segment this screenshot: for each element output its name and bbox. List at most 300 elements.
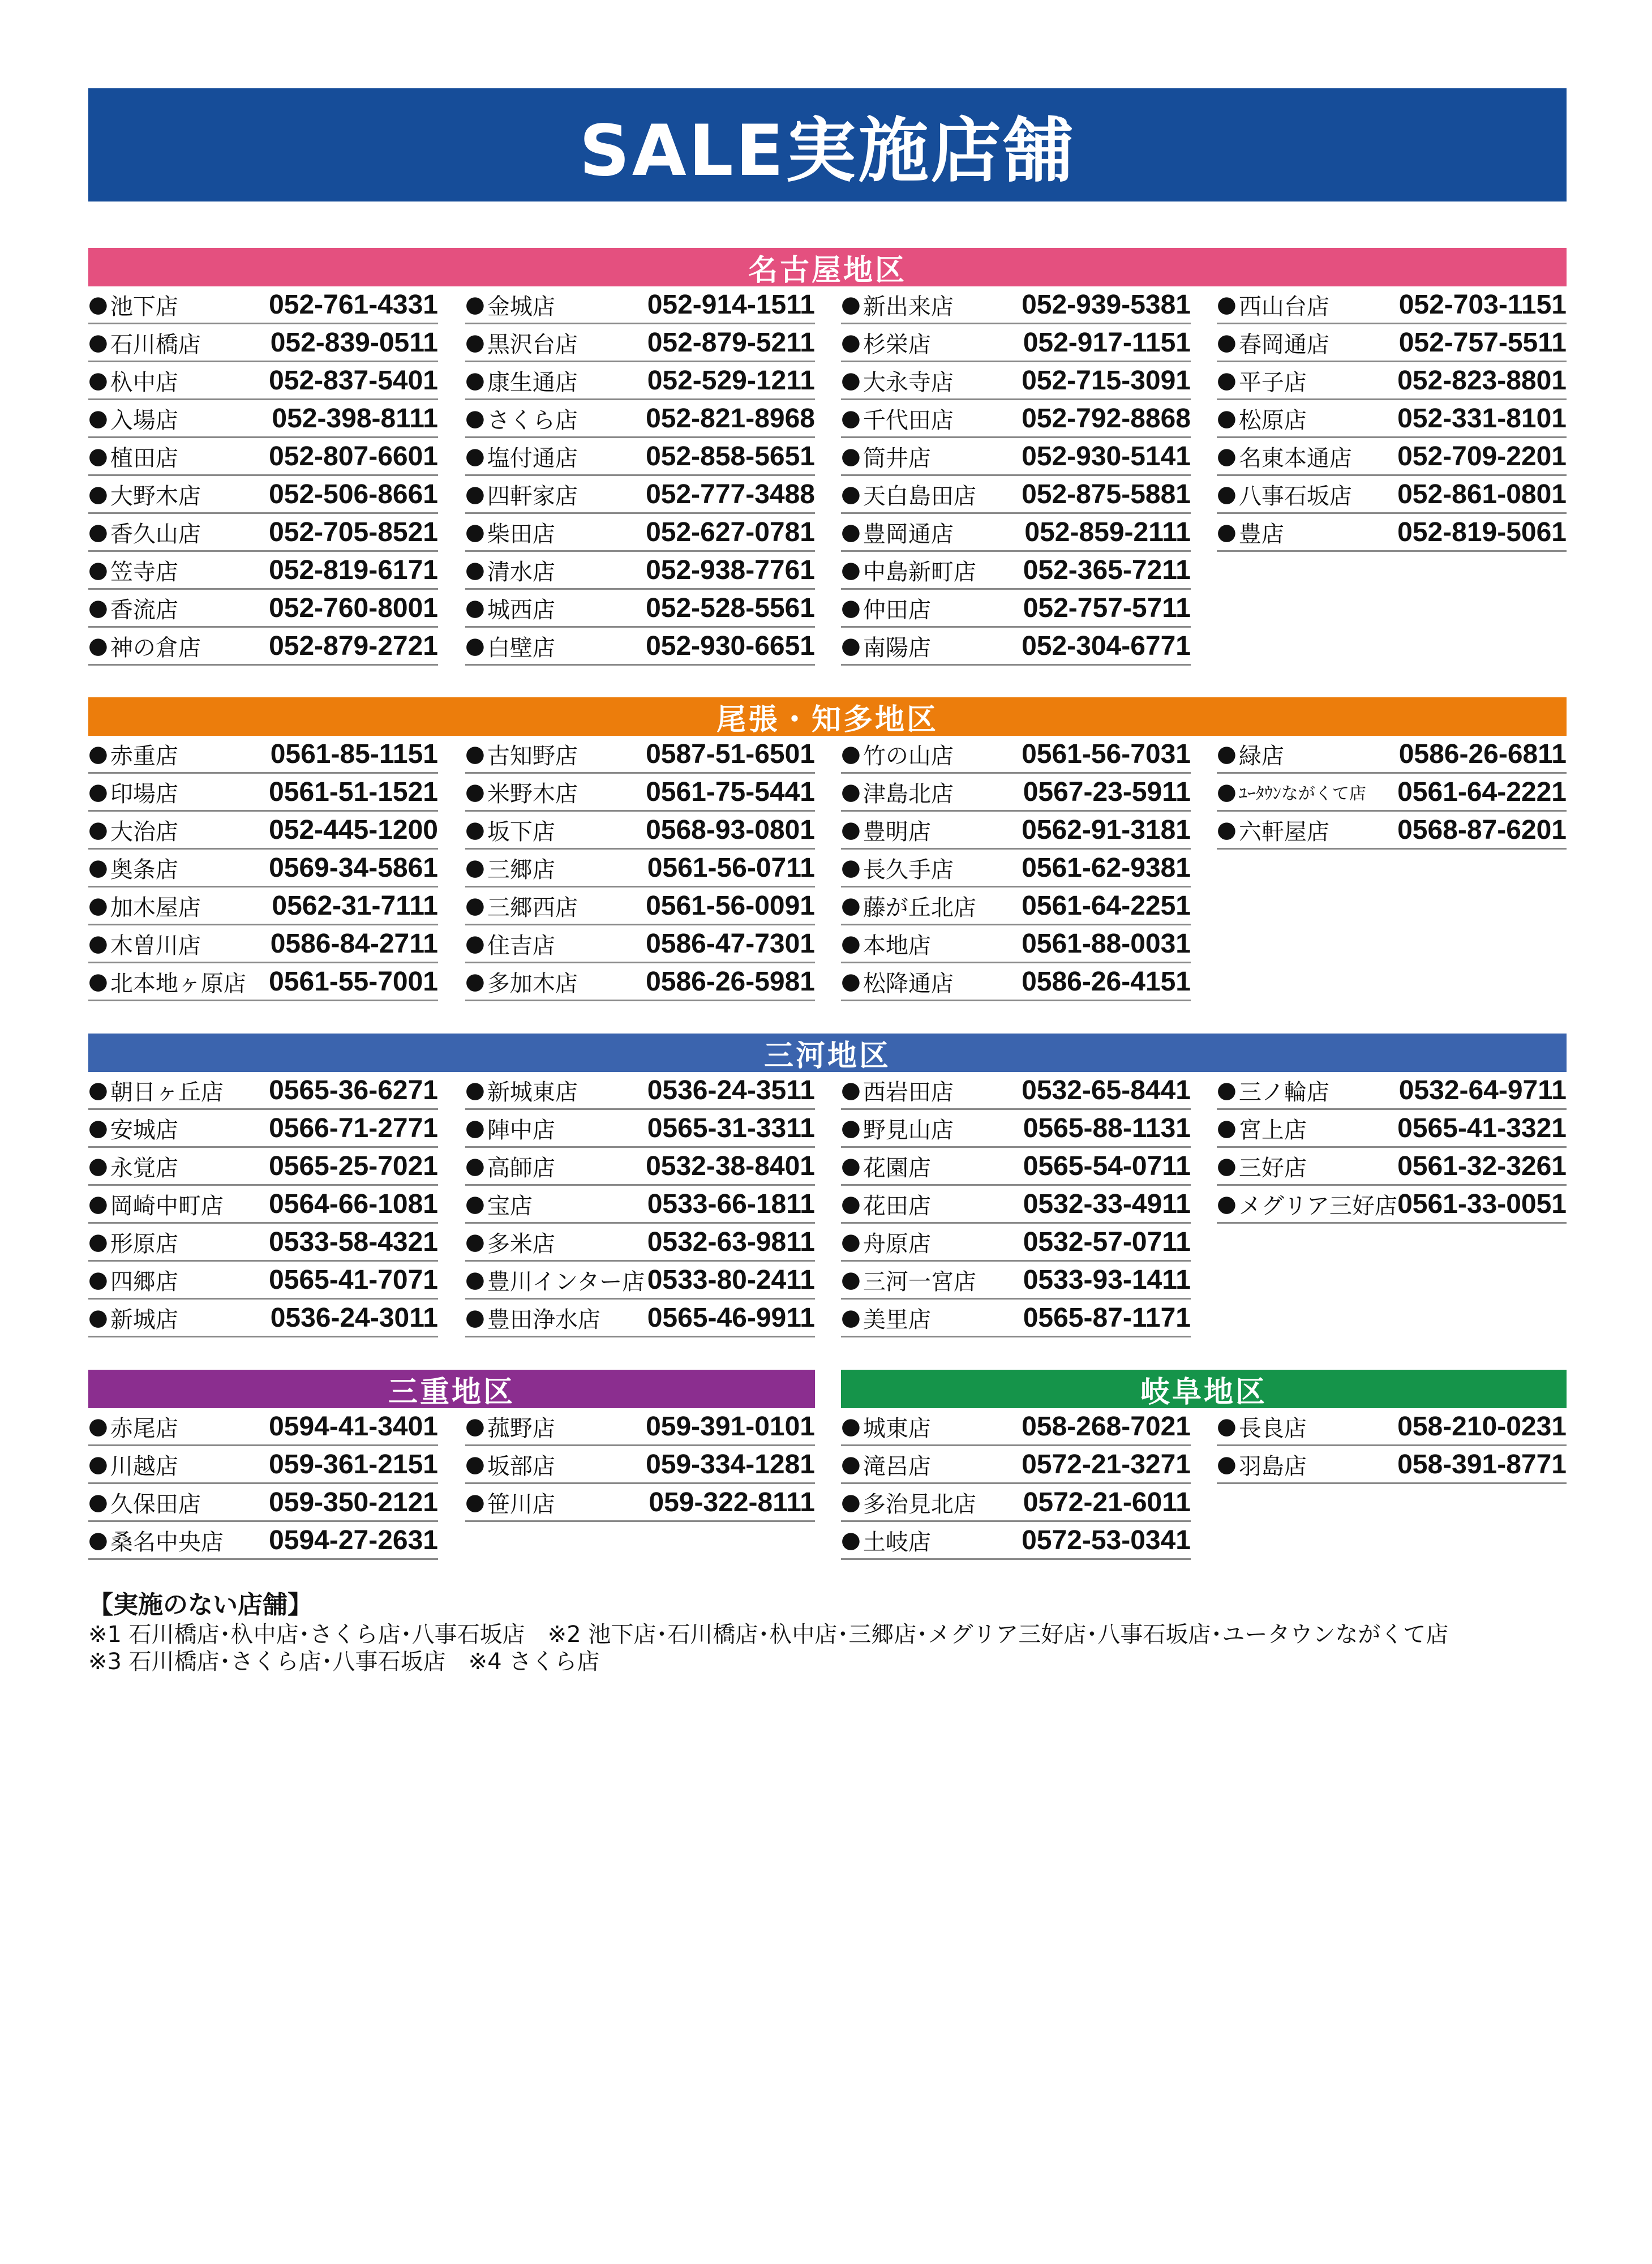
store-phone: 0572-53-0341 <box>1022 1525 1191 1555</box>
store-phone: 0561-56-0091 <box>646 890 815 921</box>
store-name <box>841 1448 931 1481</box>
store-name <box>88 327 201 359</box>
store-row <box>465 850 815 887</box>
store-row <box>88 925 438 963</box>
store-name-text: 西岩田店 <box>863 1079 954 1105</box>
bullet-icon: ● <box>88 855 108 881</box>
store-name-text: 清水店 <box>487 559 555 585</box>
store-name <box>465 289 555 321</box>
store-row <box>841 812 1191 850</box>
store-row <box>841 1446 1191 1484</box>
store-name <box>465 966 578 998</box>
store-name-text: 花園店 <box>863 1155 931 1181</box>
store-name <box>465 776 578 808</box>
store-phone: 052-304-6771 <box>1022 631 1191 661</box>
bullet-icon: ● <box>88 367 108 393</box>
store-name-text: 三郷店 <box>487 856 555 883</box>
store-name <box>465 1410 555 1443</box>
store-name <box>465 516 555 548</box>
store-name <box>841 1264 976 1296</box>
bullet-icon: ● <box>465 1153 485 1179</box>
bullet-icon: ● <box>465 1229 485 1255</box>
store-phone: 0568-93-0801 <box>646 814 815 845</box>
store-column <box>465 1072 815 1337</box>
store-phone: 0566-71-2771 <box>269 1113 438 1143</box>
store-name <box>465 478 578 511</box>
store-row <box>465 887 815 925</box>
store-name-text: 豊川インター店 <box>487 1268 645 1295</box>
store-name-text: ﾕｰﾀｳﾝながくて店 <box>1238 784 1366 804</box>
store-name <box>841 289 954 321</box>
store-row <box>88 1446 438 1484</box>
store-phone: 0532-64-9711 <box>1398 1075 1567 1105</box>
store-name-text: 城東店 <box>863 1415 931 1442</box>
store-name <box>841 516 954 548</box>
store-name <box>88 1524 224 1556</box>
region-title: 尾張・知多地区 <box>716 702 938 737</box>
bullet-icon: ● <box>465 557 485 583</box>
store-name-text: 野見山店 <box>863 1117 954 1143</box>
bullet-icon: ● <box>465 1489 485 1515</box>
store-phone: 0561-55-7001 <box>269 966 438 997</box>
store-row <box>465 324 815 362</box>
bullet-icon: ● <box>841 855 861 881</box>
store-row <box>465 925 815 963</box>
store-name-text: 八事石坂店 <box>1238 483 1352 509</box>
store-name <box>841 478 976 511</box>
store-row <box>465 476 815 514</box>
notes-line: ※1 石川橋店･杁中店･さくら店･八事石坂店 ※2 池下店･石川橋店･杁中店･三郷店･メグリア三好店･八事石坂店･ユータウンながくて店 <box>88 1622 1449 1648</box>
store-row <box>465 1224 815 1262</box>
store-phone: 0532-57-0711 <box>1023 1227 1191 1257</box>
store-row <box>88 1186 438 1224</box>
store-phone: 058-210-0231 <box>1397 1411 1567 1442</box>
store-phone: 052-837-5401 <box>269 365 438 396</box>
bullet-icon: ● <box>1217 1451 1237 1477</box>
bullet-icon: ● <box>88 1153 108 1179</box>
store-name-text: 形原店 <box>110 1230 178 1257</box>
store-name-text: 大野木店 <box>110 483 201 509</box>
store-row <box>1217 476 1567 514</box>
store-name-text: 赤重店 <box>110 743 178 769</box>
bullet-icon: ● <box>841 291 861 318</box>
store-name <box>465 738 578 770</box>
store-name-text: 坂下店 <box>487 818 555 845</box>
store-row <box>841 628 1191 666</box>
store-phone: 0586-84-2711 <box>270 928 438 959</box>
store-name <box>88 365 178 397</box>
store-row <box>88 774 438 812</box>
store-name-text: 三郷西店 <box>487 894 578 921</box>
bullet-icon: ● <box>88 481 108 507</box>
store-row <box>841 400 1191 438</box>
store-name-text: 三ノ輪店 <box>1238 1079 1329 1105</box>
store-name <box>841 1410 931 1443</box>
store-column <box>1217 1072 1567 1224</box>
store-row <box>88 286 438 324</box>
store-name <box>465 365 578 397</box>
store-name <box>841 554 976 586</box>
store-phone: 0565-54-0711 <box>1023 1151 1191 1181</box>
store-phone: 052-879-5211 <box>647 327 815 358</box>
bullet-icon: ● <box>465 1451 485 1477</box>
store-name <box>841 1188 931 1220</box>
store-name <box>841 890 976 922</box>
store-column <box>841 1408 1191 1560</box>
store-row <box>1217 1110 1567 1148</box>
bullet-icon: ● <box>1217 405 1237 431</box>
store-name-text: 岡崎中町店 <box>110 1193 224 1219</box>
store-name-text: 宝店 <box>487 1193 533 1219</box>
store-name <box>841 630 931 662</box>
store-name <box>465 592 555 624</box>
store-name <box>465 440 578 473</box>
store-phone: 0565-87-1171 <box>1023 1302 1191 1333</box>
store-row <box>841 362 1191 400</box>
store-phone: 0561-56-0711 <box>647 852 815 883</box>
store-name-text: 陣中店 <box>487 1117 555 1143</box>
store-row <box>465 590 815 628</box>
store-phone: 052-705-8521 <box>269 517 438 547</box>
store-phone: 052-529-1211 <box>647 365 815 396</box>
bullet-icon: ● <box>841 1527 861 1553</box>
store-phone: 0561-32-3261 <box>1397 1151 1567 1181</box>
store-name-text: 印場店 <box>110 781 178 807</box>
bullet-icon: ● <box>465 855 485 881</box>
store-name <box>841 1226 931 1258</box>
store-column <box>1217 1408 1567 1484</box>
store-name <box>841 814 931 846</box>
store-name-text: 奥条店 <box>110 856 178 883</box>
store-name-text: 笠寺店 <box>110 559 178 585</box>
store-name-text: 杉栄店 <box>863 331 931 358</box>
bullet-icon: ● <box>88 1115 108 1141</box>
store-row <box>465 1072 815 1110</box>
store-phone: 0564-66-1081 <box>269 1189 438 1219</box>
store-row <box>841 286 1191 324</box>
store-row <box>88 850 438 887</box>
store-row <box>88 1522 438 1560</box>
store-row <box>1217 1148 1567 1186</box>
store-row <box>841 1186 1191 1224</box>
store-name <box>88 1302 178 1334</box>
bullet-icon: ● <box>88 1267 108 1293</box>
bullet-icon: ● <box>841 817 861 843</box>
store-name-text: 米野木店 <box>487 781 578 807</box>
store-row <box>88 1072 438 1110</box>
store-name <box>1217 1410 1307 1443</box>
bullet-icon: ● <box>1217 1153 1237 1179</box>
store-phone: 052-823-8801 <box>1397 365 1567 396</box>
store-phone: 0567-23-5911 <box>1023 777 1191 807</box>
bullet-icon: ● <box>88 741 108 767</box>
store-phone: 0536-24-3511 <box>647 1075 815 1105</box>
store-row <box>841 1224 1191 1262</box>
store-row <box>465 514 815 552</box>
store-phone: 0572-21-3271 <box>1022 1449 1191 1480</box>
bullet-icon: ● <box>841 367 861 393</box>
bullet-icon: ● <box>841 633 861 659</box>
store-phone: 052-398-8111 <box>272 403 438 434</box>
store-phone: 052-917-1151 <box>1023 327 1191 358</box>
store-phone: 0561-62-9381 <box>1022 852 1191 883</box>
store-row <box>465 1110 815 1148</box>
bullet-icon: ● <box>841 481 861 507</box>
store-name <box>88 890 201 922</box>
store-name <box>88 928 201 960</box>
store-row <box>465 963 815 1001</box>
store-row <box>841 324 1191 362</box>
store-name <box>465 852 555 884</box>
notes-line: ※3 石川橋店･さくら店･八事石坂店 ※4 さくら店 <box>88 1649 600 1675</box>
store-name-text: 西山台店 <box>1238 293 1329 320</box>
bullet-icon: ● <box>88 291 108 318</box>
store-row <box>88 628 438 666</box>
store-phone: 0565-46-9911 <box>647 1302 815 1333</box>
store-name <box>88 592 178 624</box>
store-name-text: 四郷店 <box>110 1268 178 1295</box>
store-name <box>465 402 578 435</box>
bullet-icon: ● <box>465 968 485 994</box>
bullet-icon: ● <box>1217 443 1237 469</box>
store-name <box>88 440 178 473</box>
store-phone: 059-361-2151 <box>269 1449 438 1480</box>
store-name <box>841 440 931 473</box>
store-phone: 052-709-2201 <box>1397 441 1567 471</box>
store-name <box>841 966 954 998</box>
bullet-icon: ● <box>465 519 485 545</box>
store-name <box>465 327 578 359</box>
store-name-text: 豊田浄水店 <box>487 1306 600 1333</box>
store-row <box>88 514 438 552</box>
store-column <box>841 286 1191 666</box>
store-name-text: 六軒屋店 <box>1238 818 1329 845</box>
store-row <box>1217 324 1567 362</box>
store-phone: 052-861-0801 <box>1397 479 1567 509</box>
store-phone: 0561-75-5441 <box>646 777 815 807</box>
store-name <box>465 1486 555 1519</box>
store-row <box>88 1224 438 1262</box>
bullet-icon: ● <box>1217 1077 1237 1103</box>
store-phone: 052-839-0511 <box>270 327 438 358</box>
store-name <box>1217 814 1329 846</box>
store-phone: 052-875-5881 <box>1022 479 1191 509</box>
store-name <box>1217 1074 1329 1107</box>
store-phone: 0533-80-2411 <box>647 1264 815 1295</box>
store-name <box>465 814 555 846</box>
bullet-icon: ● <box>88 1229 108 1255</box>
store-name-text: 仲田店 <box>863 597 931 623</box>
store-row <box>841 590 1191 628</box>
store-name <box>841 1074 954 1107</box>
store-name-text: 千代田店 <box>863 407 954 434</box>
bullet-icon: ● <box>841 1489 861 1515</box>
store-name <box>1217 327 1329 359</box>
store-phone: 0561-85-1151 <box>270 739 438 769</box>
store-name <box>88 852 178 884</box>
store-name-text: 香流店 <box>110 597 178 623</box>
store-name <box>1217 478 1352 511</box>
store-name-text: 永覚店 <box>110 1155 178 1181</box>
store-name-text: 桑名中央店 <box>110 1529 224 1555</box>
store-name <box>88 289 178 321</box>
store-name-text: 滝呂店 <box>863 1453 931 1480</box>
store-name <box>841 1524 931 1556</box>
store-name-text: 宮上店 <box>1238 1117 1307 1143</box>
store-phone: 0532-38-8401 <box>646 1151 815 1181</box>
store-phone: 052-821-8968 <box>646 403 815 434</box>
bullet-icon: ● <box>1217 367 1237 393</box>
store-row <box>88 1300 438 1337</box>
store-row <box>1217 1072 1567 1110</box>
store-phone: 0533-93-1411 <box>1023 1264 1191 1295</box>
store-name <box>465 928 555 960</box>
store-row <box>88 1262 438 1300</box>
bullet-icon: ● <box>1217 481 1237 507</box>
store-phone: 052-930-6651 <box>646 631 815 661</box>
store-phone: 0562-91-3181 <box>1022 814 1191 845</box>
store-name-text: 豊岡通店 <box>863 521 954 547</box>
bullet-icon: ● <box>841 779 861 805</box>
region-title: 三重地区 <box>388 1375 515 1409</box>
store-name-text: 名東本通店 <box>1238 445 1352 471</box>
store-row <box>465 552 815 590</box>
store-name-text: 花田店 <box>863 1193 931 1219</box>
store-row <box>465 1148 815 1186</box>
store-name <box>88 814 178 846</box>
bullet-icon: ● <box>841 329 861 355</box>
store-row <box>88 1110 438 1148</box>
store-name-text: 新城店 <box>110 1306 178 1333</box>
store-phone: 052-715-3091 <box>1022 365 1191 396</box>
bullet-icon: ● <box>1217 291 1237 318</box>
store-phone: 0565-25-7021 <box>269 1151 438 1181</box>
store-name <box>1217 402 1307 435</box>
store-phone: 0565-36-6271 <box>269 1075 438 1105</box>
store-phone: 0572-21-6011 <box>1023 1487 1191 1517</box>
store-phone: 059-334-1281 <box>646 1449 815 1480</box>
store-row <box>88 736 438 774</box>
store-phone: 0561-64-2221 <box>1397 777 1567 807</box>
store-phone: 052-859-2111 <box>1024 517 1191 547</box>
bullet-icon: ● <box>841 405 861 431</box>
store-row <box>841 1522 1191 1560</box>
store-name-text: 四軒家店 <box>487 483 578 509</box>
bullet-icon: ● <box>88 519 108 545</box>
store-name-text: 新出来店 <box>863 293 954 320</box>
store-name <box>841 1302 931 1334</box>
bullet-icon: ● <box>88 1527 108 1553</box>
store-column <box>88 286 438 666</box>
store-name-text: 多加木店 <box>487 970 578 997</box>
bullet-icon: ● <box>88 1413 108 1439</box>
bullet-icon: ● <box>841 1413 861 1439</box>
bullet-icon: ● <box>465 595 485 621</box>
store-row <box>465 1484 815 1522</box>
store-row <box>841 736 1191 774</box>
store-row <box>841 1262 1191 1300</box>
store-phone: 052-331-8101 <box>1397 403 1567 434</box>
store-name-text: 大永寺店 <box>863 369 954 396</box>
store-phone: 052-757-5511 <box>1398 327 1567 358</box>
store-name-text: 池下店 <box>110 293 178 320</box>
store-row <box>841 1408 1191 1446</box>
store-name <box>841 852 954 884</box>
store-phone: 052-938-7761 <box>646 555 815 585</box>
store-name-text: 白壁店 <box>487 634 555 661</box>
store-row <box>1217 362 1567 400</box>
store-phone: 052-445-1200 <box>269 814 438 845</box>
bullet-icon: ● <box>841 1229 861 1255</box>
store-phone: 052-879-2721 <box>269 631 438 661</box>
store-phone: 052-858-5651 <box>646 441 815 471</box>
store-phone: 0532-33-4911 <box>1023 1189 1191 1219</box>
store-row <box>88 812 438 850</box>
bullet-icon: ● <box>841 1115 861 1141</box>
store-name-text: 平子店 <box>1238 369 1307 396</box>
store-phone: 058-391-8771 <box>1397 1449 1567 1480</box>
store-row <box>465 438 815 476</box>
notes-title: 【実施のない店舗】 <box>88 1590 312 1619</box>
store-name <box>465 1264 645 1296</box>
store-name-text: 香久山店 <box>110 521 201 547</box>
bullet-icon: ● <box>88 1305 108 1331</box>
bullet-icon: ● <box>465 367 485 393</box>
store-row <box>841 514 1191 552</box>
store-phone: 0561-51-1521 <box>269 777 438 807</box>
store-phone: 0561-88-0031 <box>1022 928 1191 959</box>
bullet-icon: ● <box>1217 329 1237 355</box>
store-name-text: 長良店 <box>1238 1415 1307 1442</box>
store-name-text: 木曽川店 <box>110 932 201 959</box>
store-name <box>88 776 178 808</box>
store-name <box>1217 738 1284 770</box>
store-phone: 0561-56-7031 <box>1022 739 1191 769</box>
store-name-text: 新城東店 <box>487 1079 578 1105</box>
store-phone: 052-761-4331 <box>269 289 438 320</box>
store-phone: 052-506-8661 <box>269 479 438 509</box>
store-name <box>465 1226 555 1258</box>
store-name-text: 古知野店 <box>487 743 578 769</box>
bullet-icon: ● <box>1217 817 1237 843</box>
store-name-text: 北本地ヶ原店 <box>110 970 246 997</box>
store-column <box>465 286 815 666</box>
store-name <box>465 1112 555 1144</box>
store-row <box>88 1408 438 1446</box>
store-name <box>88 1486 201 1519</box>
store-name-text: 安城店 <box>110 1117 178 1143</box>
store-name-text: 赤尾店 <box>110 1415 178 1442</box>
store-row <box>841 887 1191 925</box>
store-row <box>88 552 438 590</box>
store-phone: 059-391-0101 <box>646 1411 815 1442</box>
store-row <box>1217 1408 1567 1446</box>
store-phone: 0565-41-3321 <box>1397 1113 1567 1143</box>
store-phone: 0565-41-7071 <box>269 1264 438 1295</box>
store-name <box>465 1188 533 1220</box>
store-name-text: 竹の山店 <box>863 743 954 769</box>
store-phone: 052-930-5141 <box>1022 441 1191 471</box>
store-row <box>1217 774 1567 812</box>
store-name-text: 久保田店 <box>110 1491 201 1517</box>
store-phone: 058-268-7021 <box>1022 1411 1191 1442</box>
store-name <box>88 516 201 548</box>
region-header-mikawa <box>88 1034 1567 1072</box>
bullet-icon: ● <box>88 1489 108 1515</box>
store-name-text: 塩付通店 <box>487 445 578 471</box>
bullet-icon: ● <box>88 779 108 805</box>
store-row <box>88 362 438 400</box>
